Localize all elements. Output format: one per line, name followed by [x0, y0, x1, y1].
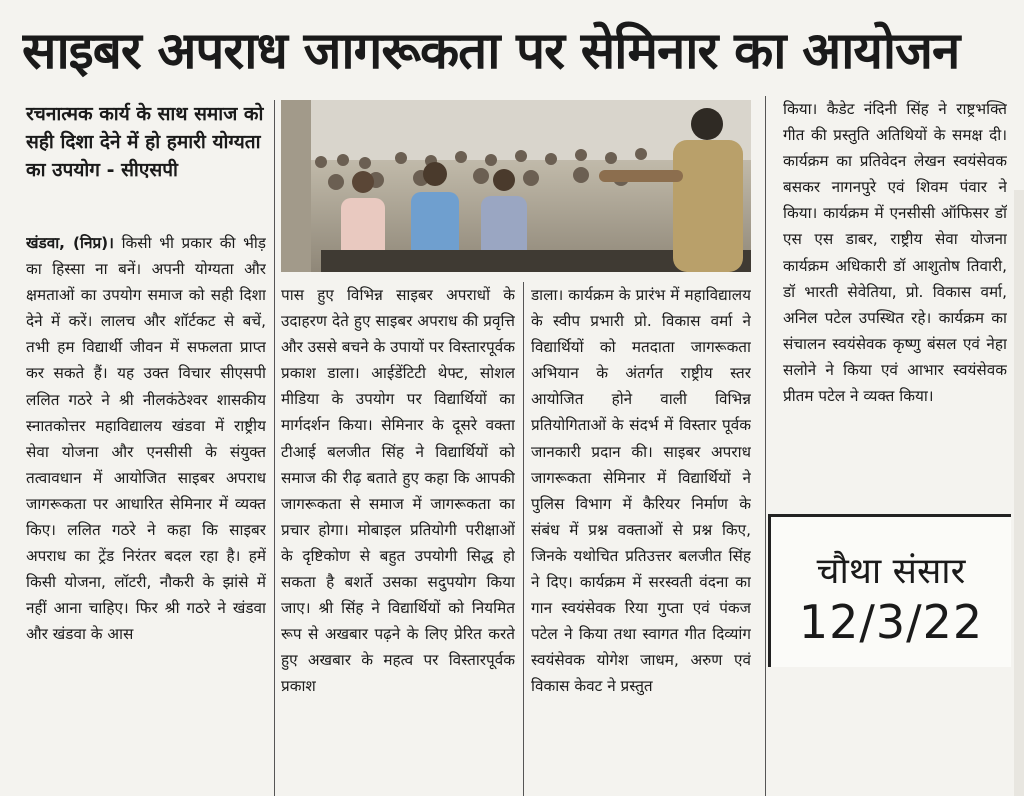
- column-divider: [765, 96, 766, 796]
- subheadline: रचनात्मक कार्य के साथ समाज को सही दिशा देने में हो हमारी योग्यता का उपयोग - सीएसपी: [26, 103, 264, 181]
- dateline: खंडवा, (निप्र)।: [26, 234, 114, 252]
- adjacent-page-edge: [1014, 190, 1024, 796]
- article-column-4: किया। कैडेट नंदिनी सिंह ने राष्ट्रभक्ति गीत की प्रस्तुति अतिथियों के समक्ष दी। कार्यक्रम का प्रतिवेदन लेखन स्वयंसेवक बसकर नागनपुरे एवं शिवम पंवार ने किया। कार्यक्रम में एनसीसी ऑफिसर डॉ एस एस डाबर, राष्ट्रीय सेवा योजना कार्यक्रम अधिकारी डॉ आशुतोष तिवारी, डॉ भारती सेवेतिया, प्रो. विकास वर्मा, अनिल पटेल उपस्थित रहे। कार्यक्रम का संचालन स्वयंसेवक कृष्णु बंसल एवं नेहा सलोने ने किया एवं आभार स्वयंसेवक प्रीतम पटेल ने व्यक्त किया।: [783, 100, 1007, 406]
- publication-date: 12/3/22: [798, 595, 984, 649]
- headline: साइबर अपराध जागरूकता पर सेमिनार का आयोजन: [22, 22, 960, 81]
- seminar-photo-illustration: [281, 100, 751, 272]
- column-divider: [274, 100, 275, 796]
- article-column-2: पास हुए विभिन्न साइबर अपराधों के उदाहरण देते हुए साइबर अपराध की प्रवृत्ति और उससे बचने के उपायों पर विस्तारपूर्वक प्रकाश डाला। आईडेंटिटी थेफ्ट, सोशल मीडिया के उपयोग पर विद्यार्थियों का मार्गदर्शन किया। सेमिनार के दूसरे वक्ता टीआई बलजीत सिंह ने विद्यार्थियों को समाज की रीढ़ बताते हुए कहा कि आपकी जागरूकता से समाज में जागरूकता का प्रचार होगा। मोबाइल प्रतियोगी परीक्षाओं के दृष्टिकोण से बहुत उपयोगी सिद्ध हो सकता है बशर्ते उसका सदुपयोग किया जाए। श्री सिंह ने विद्यार्थियों को नियमित रूप से अखबार पढ़ने के लिए प्रेरित करते हुए अखबार के महत्व पर विस्तारपूर्वक प्रकाश: [281, 286, 515, 696]
- article-column-3: डाला। कार्यक्रम के प्रारंभ में महाविद्यालय के स्वीप प्रभारी प्रो. विकास वर्मा ने विद्यार्थियों को मतदाता जागरूकता अभियान के अंतर्गत राष्ट्रीय स्तर आयोजित होने वाली विभिन्न प्रतियोगिताओं के संदर्भ में विस्तार पूर्वक जानकारी प्रदान की। साइबर अपराध जागरूकता सेमिनार में विद्यार्थियों ने पुलिस विभाग में कैरियर निर्माण के संबंध में प्रश्न वक्ताओं से प्रश्न किए, जिनके यथोचित प्रतिउत्तर बलजीत सिंह ने दिए। कार्यक्रम में सरस्वती वंदना का गान स्वयंसेवक रिया गुप्ता एवं पंकज पटेल ने किया तथा स्वागत गीत दिव्यांग स्वयंसेवक योगेश जाधम, अरुण एवं विकास केवट ने प्रस्तुत: [531, 286, 751, 696]
- seminar-photo: [281, 100, 751, 272]
- column-1-text: किसी भी प्रकार की भीड़ का हिस्सा ना बनें। अपनी योग्यता और क्षमताओं का उपयोग समाज को सही दिशा देने में करें। लालच और शॉर्टकट से बचें, तभी हम विद्यार्थी जीवन में सफलता प्राप्त कर सकते हैं। यह उक्त विचार सीएसपी ललित गठरे ने श्री नीलकंठेश्वर शासकीय स्नातकोत्तर महाविद्यालय खंडवा में राष्ट्रीय सेवा योजना और एनसीसी के संयुक्त तत्वावधान में आयोजित साइबर अपराध जागरूकता पर आधारित सेमिनार में व्यक्त किए। ललित गठरे ने कहा कि साइबर अपराध का ट्रेंड निरंतर बदल रहा है। हमें किसी योजना, लॉटरी, नौकरी के झांसे में नहीं आना चाहिए। फिर श्री गठरे ने खंडवा और खंडवा के आस: [26, 234, 266, 644]
- handwritten-source-stamp: [768, 514, 1011, 667]
- article-column-1: [26, 230, 266, 796]
- publication-name: चौथा संसार: [816, 551, 966, 592]
- column-divider: [523, 282, 524, 796]
